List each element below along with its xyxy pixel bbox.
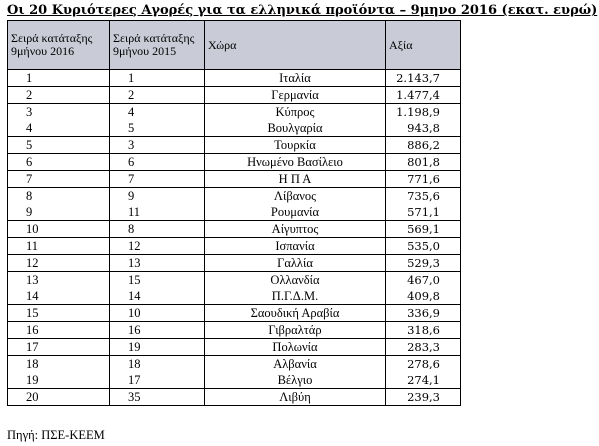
table-row (8, 171, 461, 188)
cell-rank-2016: 13 (8, 272, 110, 289)
cell-rank-2015: 13 (110, 255, 205, 272)
cell-value: 283,3 (386, 339, 461, 356)
table-body (8, 70, 461, 406)
header-country: Χώρα (205, 21, 386, 70)
cell-value: 943,8 (386, 120, 461, 137)
table-row (8, 356, 461, 373)
table-row (8, 339, 461, 356)
cell-rank-2015: 6 (110, 154, 205, 171)
cell-country: Σαουδική Αραβία (205, 305, 386, 322)
cell-country: Πολωνία (205, 339, 386, 356)
cell-rank-2016: 8 (8, 188, 110, 205)
cell-rank-2016: 1 (8, 70, 110, 87)
cell-rank-2016: 2 (8, 87, 110, 104)
table-row (8, 154, 461, 171)
cell-value: 735,6 (386, 188, 461, 205)
cell-value: 278,6 (386, 356, 461, 373)
cell-rank-2015: 1 (110, 70, 205, 87)
cell-country: Π.Γ.Δ.Μ. (205, 288, 386, 305)
cell-country: Ηνωμένο Βασίλειο (205, 154, 386, 171)
header-rank-2015: Σειρά κατάταξης 9μήνου 2015 (110, 21, 205, 70)
header-rank-2016: Σειρά κατάταξης 9μήνου 2016 (8, 21, 110, 70)
cell-rank-2016: 7 (8, 171, 110, 188)
table-row (8, 87, 461, 104)
cell-rank-2015: 3 (110, 137, 205, 154)
table-row (8, 204, 461, 221)
table-row (8, 372, 461, 389)
cell-value: 274,1 (386, 372, 461, 389)
table-row (8, 288, 461, 305)
cell-country: Τουρκία (205, 137, 386, 154)
cell-rank-2016: 15 (8, 305, 110, 322)
cell-country: Κύπρος (205, 104, 386, 121)
cell-country: Αίγυπτος (205, 221, 386, 238)
cell-rank-2016: 16 (8, 322, 110, 339)
cell-country: Ιταλία (205, 70, 386, 87)
table-header-row (8, 21, 461, 70)
cell-rank-2015: 15 (110, 272, 205, 289)
cell-rank-2016: 6 (8, 154, 110, 171)
cell-country: Η Π Α (205, 171, 386, 188)
table-row (8, 255, 461, 272)
cell-rank-2016: 12 (8, 255, 110, 272)
cell-value: 409,8 (386, 288, 461, 305)
cell-country: Ισπανία (205, 238, 386, 255)
cell-rank-2016: 20 (8, 389, 110, 406)
markets-table (7, 20, 461, 406)
cell-rank-2016: 17 (8, 339, 110, 356)
cell-rank-2015: 2 (110, 87, 205, 104)
cell-rank-2015: 18 (110, 356, 205, 373)
cell-rank-2015: 9 (110, 188, 205, 205)
cell-country: Αλβανία (205, 356, 386, 373)
table-row (8, 137, 461, 154)
table-row (8, 305, 461, 322)
cell-country: Γαλλία (205, 255, 386, 272)
table-row (8, 221, 461, 238)
cell-country: Γερμανία (205, 87, 386, 104)
table-row (8, 120, 461, 137)
cell-value: 569,1 (386, 221, 461, 238)
cell-country: Βέλγιο (205, 372, 386, 389)
cell-value: 467,0 (386, 272, 461, 289)
cell-value: 771,6 (386, 171, 461, 188)
cell-rank-2015: 12 (110, 238, 205, 255)
cell-country: Ολλανδία (205, 272, 386, 289)
cell-rank-2015: 4 (110, 104, 205, 121)
table-row (8, 70, 461, 87)
cell-value: 529,3 (386, 255, 461, 272)
cell-rank-2015: 10 (110, 305, 205, 322)
cell-country: Λίβανος (205, 188, 386, 205)
cell-rank-2015: 11 (110, 204, 205, 221)
cell-rank-2016: 14 (8, 288, 110, 305)
cell-rank-2016: 9 (8, 204, 110, 221)
cell-value: 1.477,4 (386, 87, 461, 104)
cell-value: 801,8 (386, 154, 461, 171)
cell-rank-2016: 5 (8, 137, 110, 154)
page-title: Οι 20 Κυριότερες Αγορές για τα ελληνικά προϊόντα – 9μηνο 2016 (εκατ. ευρώ) (7, 3, 598, 18)
cell-rank-2016: 10 (8, 221, 110, 238)
cell-rank-2015: 8 (110, 221, 205, 238)
cell-country: Βουλγαρία (205, 120, 386, 137)
table-row (8, 238, 461, 255)
cell-rank-2016: 4 (8, 120, 110, 137)
table-row (8, 188, 461, 205)
header-value: Αξία (386, 21, 461, 70)
cell-country: Λιβύη (205, 389, 386, 406)
cell-rank-2016: 19 (8, 372, 110, 389)
cell-value: 1.198,9 (386, 104, 461, 121)
table-row (8, 322, 461, 339)
cell-value: 535,0 (386, 238, 461, 255)
cell-value: 239,3 (386, 389, 461, 406)
cell-rank-2016: 11 (8, 238, 110, 255)
cell-value: 318,6 (386, 322, 461, 339)
cell-rank-2015: 16 (110, 322, 205, 339)
cell-rank-2015: 17 (110, 372, 205, 389)
cell-rank-2016: 3 (8, 104, 110, 121)
cell-rank-2016: 18 (8, 356, 110, 373)
cell-rank-2015: 7 (110, 171, 205, 188)
cell-rank-2015: 14 (110, 288, 205, 305)
cell-value: 571,1 (386, 204, 461, 221)
table-row (8, 104, 461, 121)
cell-rank-2015: 35 (110, 389, 205, 406)
cell-country: Γιβραλτάρ (205, 322, 386, 339)
source-note: Πηγή: ΠΣΕ-ΚΕΕΜ (7, 428, 105, 442)
cell-value: 336,9 (386, 305, 461, 322)
cell-value: 2.143,7 (386, 70, 461, 87)
table-row (8, 389, 461, 406)
cell-rank-2015: 19 (110, 339, 205, 356)
cell-value: 886,2 (386, 137, 461, 154)
cell-country: Ρουμανία (205, 204, 386, 221)
cell-rank-2015: 5 (110, 120, 205, 137)
table-row (8, 272, 461, 289)
